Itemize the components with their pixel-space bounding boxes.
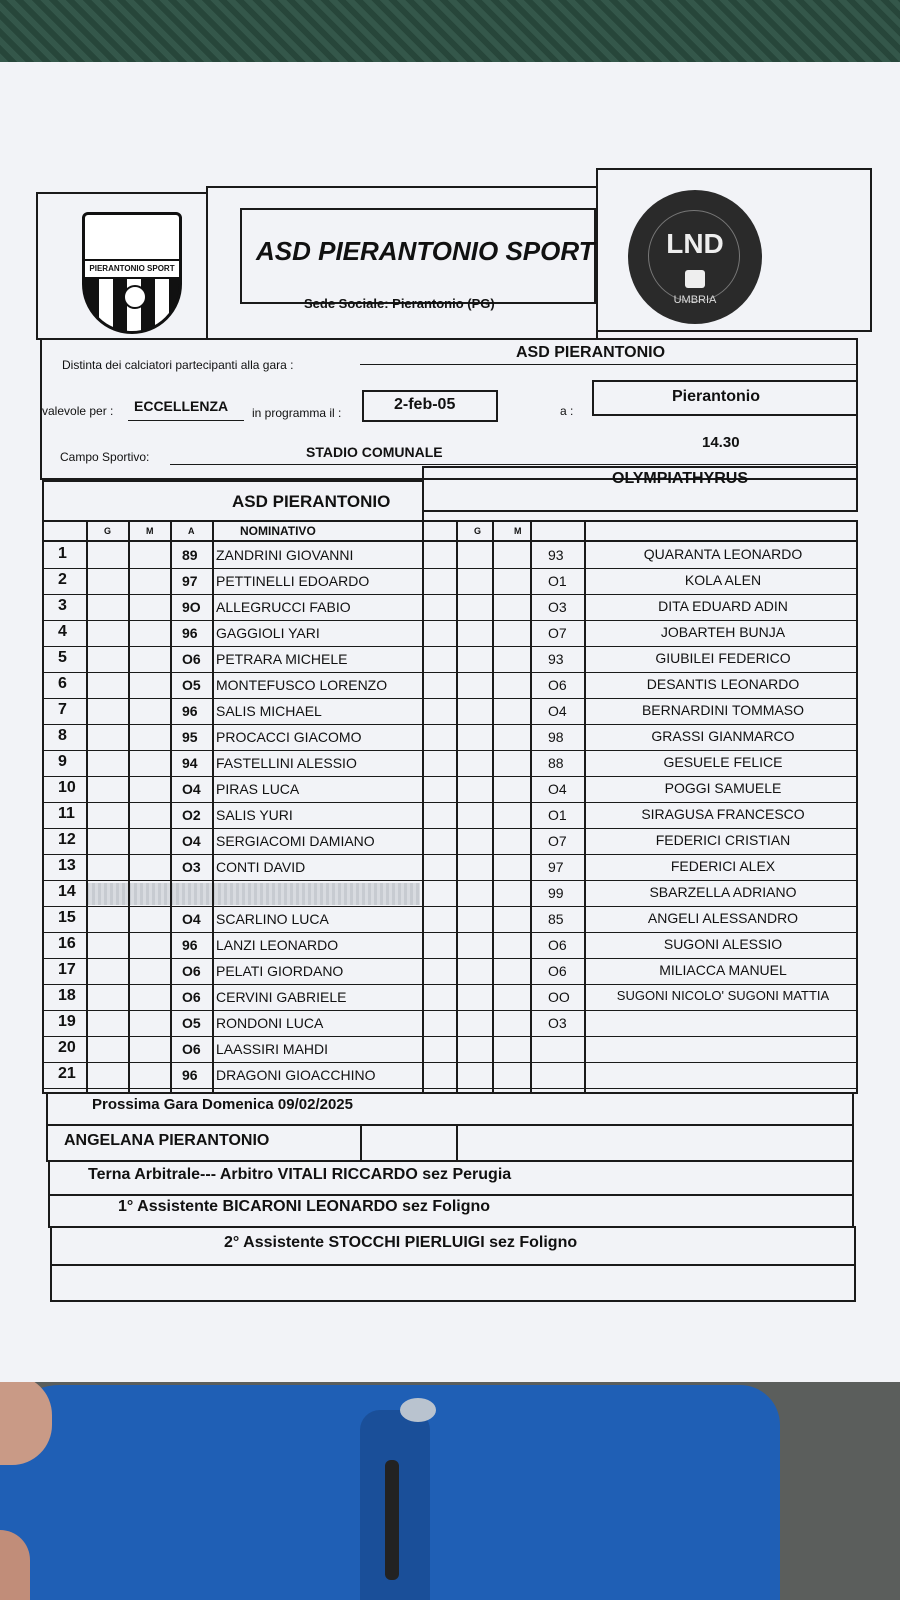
jacket-button xyxy=(400,1398,436,1422)
row-number: 15 xyxy=(58,909,76,926)
away-player-year: O1 xyxy=(548,573,567,589)
away-player-name: GESUELE FELICE xyxy=(663,754,783,770)
row-number: 6 xyxy=(58,675,67,692)
grid-row-line xyxy=(42,750,858,751)
row-number: 3 xyxy=(58,597,67,614)
grid-column-line xyxy=(492,520,494,1094)
grid-row-line xyxy=(42,880,858,881)
row-number: 12 xyxy=(58,831,76,848)
away-player-year: 88 xyxy=(548,755,564,771)
programma-value: 2-feb-05 xyxy=(394,396,456,413)
programma-label: in programma il : xyxy=(252,406,342,420)
col-nominativo: NOMINATIVO xyxy=(240,524,316,538)
row-number: 7 xyxy=(58,701,67,718)
grid-row-line xyxy=(42,1036,858,1037)
home-player-name: MONTEFUSCO LORENZO xyxy=(216,677,388,693)
next-match: ANGELANA PIERANTONIO xyxy=(64,1132,270,1149)
home-player-name: PIRAS LUCA xyxy=(216,781,300,797)
away-player-name: JOBARTEH BUNJA xyxy=(660,624,786,640)
assistente-1: 1° Assistente BICARONI LEONARDO sez Foligno xyxy=(118,1198,491,1215)
grid-column-line xyxy=(212,520,214,1094)
away-player-name: GIUBILEI FEDERICO xyxy=(655,650,791,666)
kickoff-time: 14.30 xyxy=(702,434,740,451)
grid-row-line xyxy=(42,646,858,647)
away-team-name: OLYMPIATHYRUS xyxy=(612,470,749,487)
valevole-value: ECCELLENZA xyxy=(134,398,229,414)
grid-column-line xyxy=(456,520,458,1094)
zipper-pull xyxy=(385,1460,399,1580)
away-player-year: O7 xyxy=(548,625,567,641)
home-player-name: DRAGONI GIOACCHINO xyxy=(216,1067,376,1083)
club-crest: PIERANTONIO SPORT xyxy=(82,212,182,334)
sede-sociale: Sede Sociale: Pierantonio (PG) xyxy=(304,296,495,311)
home-player-year: O5 xyxy=(182,677,201,693)
grid-row-line xyxy=(42,776,858,777)
away-player-name: FEDERICI ALEX xyxy=(670,858,776,874)
a-label: a : xyxy=(560,404,574,418)
away-player-name: POGGI SAMUELE xyxy=(664,780,782,796)
away-player-year: OO xyxy=(548,989,570,1005)
home-player-name: RONDONI LUCA xyxy=(216,1015,324,1031)
home-player-name: LANZI LEONARDO xyxy=(216,937,339,953)
away-player-year: O3 xyxy=(548,1015,567,1031)
away-player-year: 99 xyxy=(548,885,564,901)
home-player-name: CERVINI GABRIELE xyxy=(216,989,347,1005)
distinta-value: ASD PIERANTONIO xyxy=(516,344,666,361)
home-player-name: SALIS YURI xyxy=(216,807,293,823)
row-number: 11 xyxy=(58,805,75,822)
home-player-year: O6 xyxy=(182,1041,201,1057)
grid-row-line xyxy=(42,698,858,699)
away-player-year: 93 xyxy=(548,651,564,667)
row-number: 20 xyxy=(58,1039,76,1056)
grid-column-line xyxy=(584,520,586,1094)
home-player-year: O6 xyxy=(182,989,201,1005)
assistente-2: 2° Assistente STOCCHI PIERLUIGI sez Foligno xyxy=(224,1234,578,1251)
row-number: 18 xyxy=(58,987,76,1004)
row-number: 21 xyxy=(58,1065,76,1082)
terna-arbitrale: Terna Arbitrale--- Arbitro VITALI RICCARDO sez Perugia xyxy=(88,1166,512,1183)
grid-row-line xyxy=(42,620,858,621)
grid-row-line xyxy=(42,932,858,933)
away-player-year: 93 xyxy=(548,547,564,563)
away-player-name: SUGONI ALESSIO xyxy=(663,936,783,952)
valevole-label: valevole per : xyxy=(42,404,114,418)
col-m-away: M xyxy=(514,526,522,536)
home-player-name: PROCACCI GIACOMO xyxy=(216,729,362,745)
away-player-name: BERNARDINI TOMMASO xyxy=(641,702,805,718)
empty-footer-box xyxy=(50,1264,856,1302)
away-player-year: O6 xyxy=(548,963,567,979)
home-player-name: ZANDRINI GIOVANNI xyxy=(216,547,354,563)
col-m: M xyxy=(146,526,154,536)
home-player-year: 96 xyxy=(182,1067,198,1083)
away-player-name: KOLA ALEN xyxy=(684,572,762,588)
redacted-row xyxy=(86,883,420,905)
home-player-year: O6 xyxy=(182,963,201,979)
away-player-year: O7 xyxy=(548,833,567,849)
away-player-year: 85 xyxy=(548,911,564,927)
club-name: ASD PIERANTONIO SPORT xyxy=(256,236,595,266)
campo-label: Campo Sportivo: xyxy=(60,450,150,464)
home-player-year: O4 xyxy=(182,781,201,797)
home-player-name: PETRARA MICHELE xyxy=(216,651,348,667)
away-player-name: QUARANTA LEONARDO xyxy=(643,546,803,562)
away-player-name: FEDERICI CRISTIAN xyxy=(655,832,791,848)
home-player-name: PELATI GIORDANO xyxy=(216,963,344,979)
grid-row-line xyxy=(42,906,858,907)
row-number: 14 xyxy=(58,883,76,900)
home-player-year: O4 xyxy=(182,833,201,849)
row-number: 2 xyxy=(58,571,67,588)
home-player-year: 9O xyxy=(182,599,201,615)
grid-row-line xyxy=(42,1062,858,1063)
col-g: G xyxy=(104,526,112,536)
away-player-name: SUGONI NICOLO' SUGONI MATTIA xyxy=(616,988,830,1003)
prossima-gara: Prossima Gara Domenica 09/02/2025 xyxy=(92,1096,353,1113)
grid-column-line xyxy=(422,520,424,1094)
away-player-year: 97 xyxy=(548,859,564,875)
home-player-year: O6 xyxy=(182,651,201,667)
grid-row-line xyxy=(42,594,858,595)
col-g-away: G xyxy=(474,526,482,536)
home-player-year: O2 xyxy=(182,807,201,823)
home-player-name: FASTELLINI ALESSIO xyxy=(216,755,357,771)
home-player-year: O5 xyxy=(182,1015,201,1031)
home-player-name: SALIS MICHAEL xyxy=(216,703,322,719)
home-player-name: ALLEGRUCCI FABIO xyxy=(216,599,351,615)
home-team-name: ASD PIERANTONIO xyxy=(232,492,391,511)
home-player-year: O3 xyxy=(182,859,201,875)
row-number: 5 xyxy=(58,649,67,666)
away-player-year: O4 xyxy=(548,781,567,797)
grid-row-line xyxy=(42,984,858,985)
away-player-year: O4 xyxy=(548,703,567,719)
grid-row-line xyxy=(42,828,858,829)
grid-column-line xyxy=(86,520,88,1094)
row-number: 4 xyxy=(58,623,67,640)
home-player-year: 96 xyxy=(182,937,198,953)
row-number: 10 xyxy=(58,779,76,796)
home-player-name: PETTINELLI EDOARDO xyxy=(216,573,370,589)
grid-row-line xyxy=(42,958,858,959)
home-player-name: SERGIACOMI DAMIANO xyxy=(216,833,375,849)
home-player-name: SCARLINO LUCA xyxy=(216,911,329,927)
away-player-year: O1 xyxy=(548,807,567,823)
away-player-name: DITA EDUARD ADIN xyxy=(658,598,788,614)
home-player-year: 95 xyxy=(182,729,198,745)
grid-row-line xyxy=(42,724,858,725)
away-player-name: GRASSI GIANMARCO xyxy=(651,728,795,744)
away-player-name: DESANTIS LEONARDO xyxy=(646,676,800,692)
away-player-year: O3 xyxy=(548,599,567,615)
grid-row-line xyxy=(42,854,858,855)
distinta-label: Distinta dei calciatori partecipanti alla gara : xyxy=(62,358,294,372)
home-player-year: 89 xyxy=(182,547,198,563)
home-player-name: CONTI DAVID xyxy=(216,859,306,875)
away-player-name: SIRAGUSA FRANCESCO xyxy=(641,806,805,822)
grid-row-line xyxy=(42,568,858,569)
row-number: 1 xyxy=(58,545,67,562)
grid-row-line xyxy=(42,672,858,673)
grid-row-line xyxy=(42,1088,858,1089)
home-player-year: 94 xyxy=(182,755,198,771)
a-value: Pierantonio xyxy=(672,388,761,405)
home-player-year: 96 xyxy=(182,625,198,641)
home-player-name: GAGGIOLI YARI xyxy=(216,625,320,641)
grid-column-line xyxy=(530,520,532,1094)
away-player-year: O6 xyxy=(548,677,567,693)
goal-net-background xyxy=(0,0,900,70)
grid-row-line xyxy=(42,802,858,803)
row-number: 16 xyxy=(58,935,76,952)
row-number: 17 xyxy=(58,961,76,978)
row-number: 9 xyxy=(58,753,67,770)
row-number: 8 xyxy=(58,727,67,744)
home-player-year: 97 xyxy=(182,573,198,589)
away-player-year: O6 xyxy=(548,937,567,953)
row-number: 19 xyxy=(58,1013,76,1030)
away-player-name: MILIACCA MANUEL xyxy=(659,962,787,978)
col-a: A xyxy=(188,526,195,536)
away-player-year: 98 xyxy=(548,729,564,745)
home-player-year: O4 xyxy=(182,911,201,927)
grid-column-line xyxy=(128,520,130,1094)
grid-header-line xyxy=(42,540,858,542)
row-number: 13 xyxy=(58,857,76,874)
away-player-name: ANGELI ALESSANDRO xyxy=(647,910,799,926)
campo-value: STADIO COMUNALE xyxy=(306,444,443,460)
grid-row-line xyxy=(42,1010,858,1011)
lnd-logo: LND UMBRIA xyxy=(628,190,762,324)
home-player-year: 96 xyxy=(182,703,198,719)
home-player-name: LAASSIRI MAHDI xyxy=(216,1041,329,1057)
grid-column-line xyxy=(170,520,172,1094)
away-player-name: SBARZELLA ADRIANO xyxy=(649,884,797,900)
